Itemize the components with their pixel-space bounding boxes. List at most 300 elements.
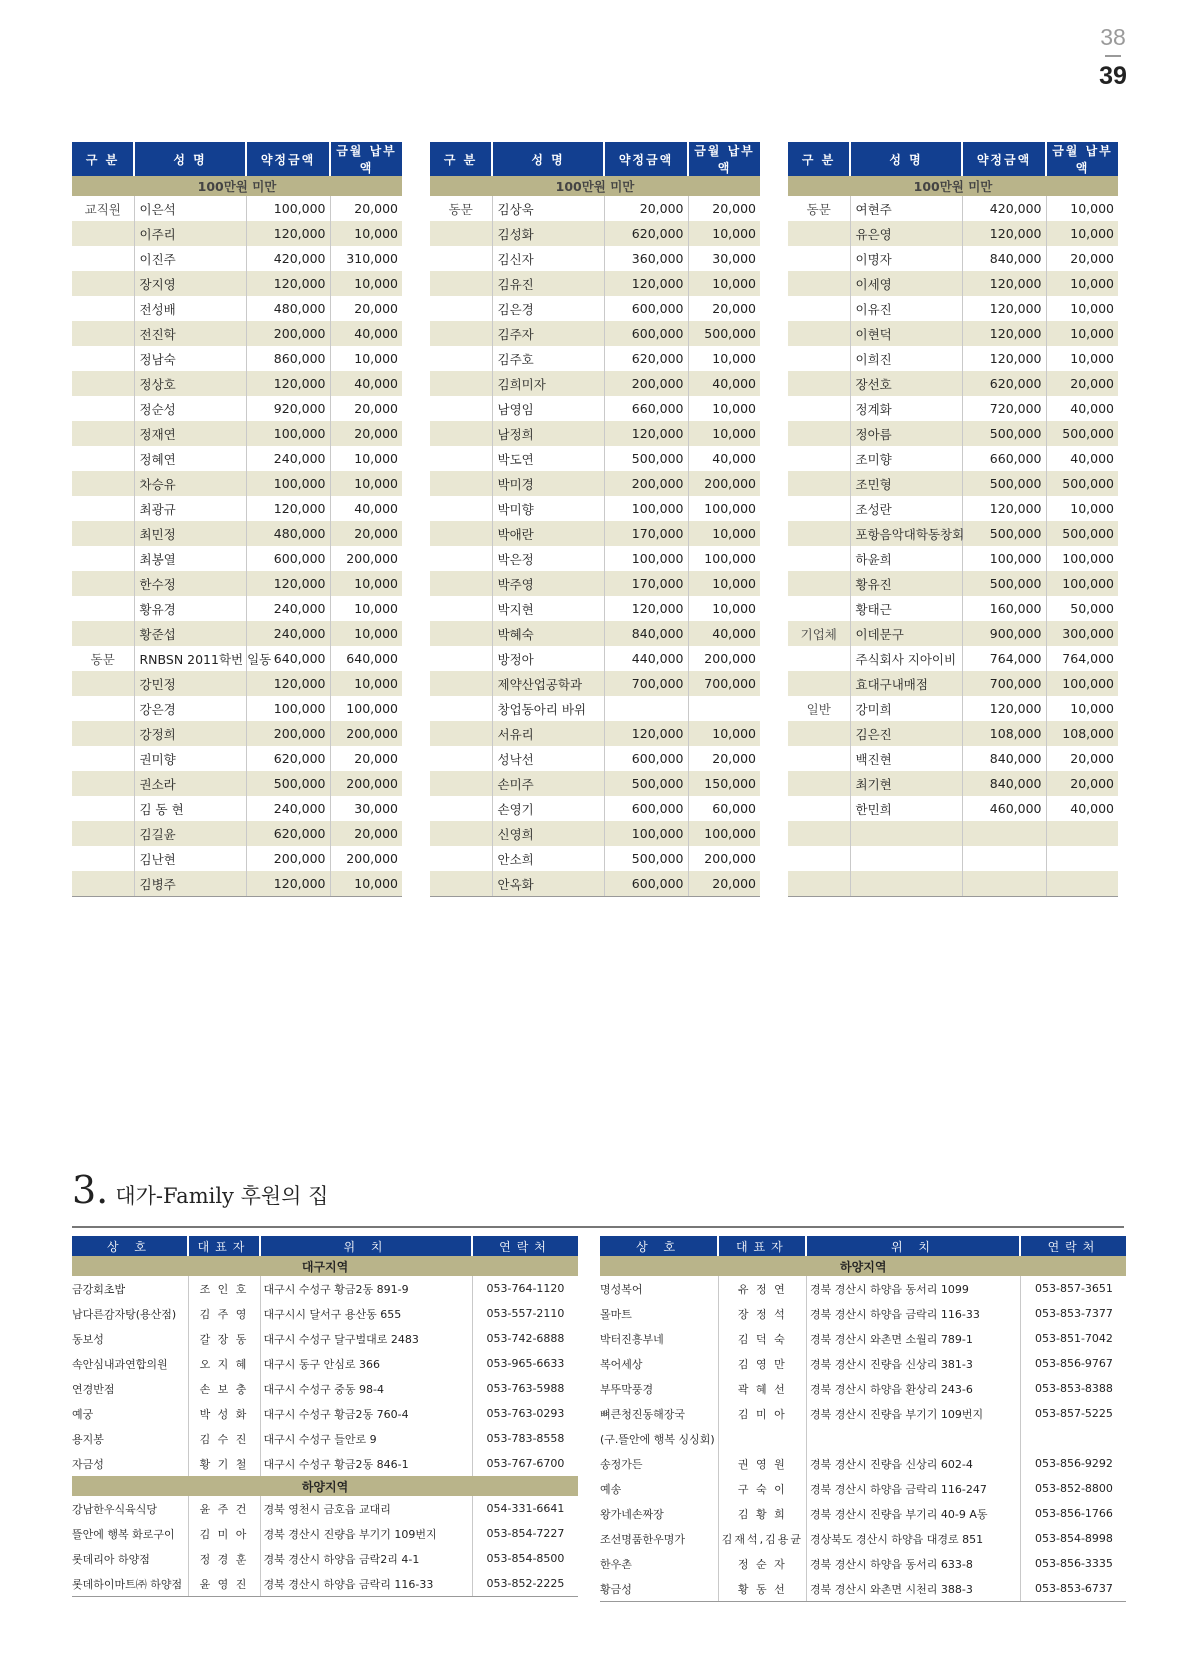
donor-category: [430, 271, 492, 296]
shop-row: [600, 1551, 1126, 1576]
shop-phone: 053-854-8500: [472, 1546, 578, 1571]
shop-name: 뼈큰청진동해장국: [600, 1407, 686, 1421]
monthly-payment: 40,000: [688, 371, 760, 396]
donor-category: [72, 421, 134, 446]
donor-name: 이세영: [850, 271, 962, 296]
shop-address: 경북 경산시 진량읍 부기기 109번지: [260, 1521, 472, 1546]
donor-category: [430, 221, 492, 246]
donor-name: 김신자: [492, 246, 604, 271]
shop-owner: 곽 혜 선: [718, 1376, 806, 1401]
donor-name: 박미경: [492, 471, 604, 496]
donor-name: 하윤희: [850, 546, 962, 571]
monthly-payment: 10,000: [1046, 221, 1118, 246]
monthly-payment: 20,000: [330, 521, 402, 546]
monthly-payment: 10,000: [688, 571, 760, 596]
shop-owner: [718, 1426, 806, 1451]
donor-row: [430, 746, 760, 771]
donor-name: 김은경: [492, 296, 604, 321]
pledge-amount: 120,000: [962, 346, 1046, 371]
shop-phone: 053-763-0293: [472, 1401, 578, 1426]
shop-row: [72, 1376, 578, 1401]
donor-category: 동문: [448, 201, 473, 217]
monthly-payment: 10,000: [1046, 496, 1118, 521]
pledge-amount: 720,000: [962, 396, 1046, 421]
donor-category: [72, 471, 134, 496]
monthly-payment: 40,000: [688, 621, 760, 646]
monthly-payment: 200,000: [688, 471, 760, 496]
donor-name: 조미향: [850, 446, 962, 471]
donor-row: [72, 671, 402, 696]
donor-category: [788, 496, 850, 521]
donor-name: 최광규: [134, 496, 246, 521]
donor-row: [72, 396, 402, 421]
pledge-amount: 100,000: [962, 546, 1046, 571]
pledge-amount: 600,000: [604, 796, 688, 821]
donor-row: [788, 521, 1118, 546]
donor-row: [788, 496, 1118, 521]
donor-row: [430, 671, 760, 696]
donor-category: [430, 846, 492, 871]
shop-phone: 053-856-9767: [1020, 1351, 1126, 1376]
pledge-amount: 100,000: [604, 496, 688, 521]
monthly-payment: 10,000: [330, 621, 402, 646]
donor-category: [430, 521, 492, 546]
monthly-payment: 150,000: [688, 771, 760, 796]
donor-category: [788, 546, 850, 571]
shop-name: 부뚜막풍경: [600, 1382, 654, 1396]
monthly-payment: 10,000: [688, 521, 760, 546]
donor-name: 장지영: [134, 271, 246, 296]
monthly-payment: 10,000: [330, 271, 402, 296]
donor-category: [72, 871, 134, 897]
pledge-amount: 600,000: [604, 296, 688, 321]
shop-phone: 053-856-3335: [1020, 1551, 1126, 1576]
donor-name: 이데문구: [850, 621, 962, 646]
donor-name: 김길윤: [134, 821, 246, 846]
monthly-payment: 100,000: [688, 821, 760, 846]
shop-address: 경북 경산시 하양읍 금락리 116-33: [260, 1571, 472, 1597]
monthly-payment: 10,000: [1046, 196, 1118, 221]
donor-row: [72, 821, 402, 846]
donor-name: 정계화: [850, 396, 962, 421]
donor-header-cell: 구 분: [788, 142, 850, 176]
donor-name: 포항음악대학동창회: [850, 521, 962, 546]
monthly-payment: 10,000: [330, 346, 402, 371]
monthly-payment: [688, 696, 760, 721]
donor-header-cell: 성 명: [134, 142, 246, 176]
donor-row: [72, 846, 402, 871]
pledge-amount: 460,000: [962, 796, 1046, 821]
donor-name: 여현주: [850, 196, 962, 221]
donor-name: 박은정: [492, 546, 604, 571]
donor-row: [788, 596, 1118, 621]
monthly-payment: 10,000: [688, 421, 760, 446]
pledge-amount: 640,000: [246, 646, 330, 671]
shop-address: 대구시 수성구 황금2동 760-4: [260, 1401, 472, 1426]
pledge-amount: 240,000: [246, 621, 330, 646]
shop-address: 경북 경산시 진량읍 부기기 109번지: [806, 1401, 1020, 1426]
monthly-payment: [1046, 846, 1118, 871]
donor-category: [72, 796, 134, 821]
pledge-amount: 160,000: [962, 596, 1046, 621]
monthly-payment: 100,000: [330, 696, 402, 721]
donor-category: [430, 246, 492, 271]
donor-name: 박주영: [492, 571, 604, 596]
donor-header-cell: 약정금액: [962, 142, 1046, 176]
monthly-payment: [1046, 821, 1118, 846]
pledge-amount: 240,000: [246, 796, 330, 821]
pledge-amount: 900,000: [962, 621, 1046, 646]
shop-owner: 김 덕 숙: [718, 1326, 806, 1351]
donor-category: [72, 446, 134, 471]
shop-owner: 윤 주 건: [188, 1496, 260, 1521]
donor-row: [788, 296, 1118, 321]
shop-address: 경북 영천시 금호읍 교대리: [260, 1496, 472, 1521]
donor-name: 박애란: [492, 521, 604, 546]
monthly-payment: 10,000: [1046, 271, 1118, 296]
pledge-amount: 500,000: [246, 771, 330, 796]
donor-category: [72, 671, 134, 696]
donor-name: 전진학: [134, 321, 246, 346]
donor-row: [788, 371, 1118, 396]
shop-name: 예송: [600, 1482, 622, 1496]
shop-address: [806, 1426, 1020, 1451]
shop-header-cell: 대표자: [188, 1236, 260, 1256]
donor-name: 안옥화: [492, 871, 604, 897]
shop-owner: 유 정 연: [718, 1276, 806, 1301]
shop-phone: 053-763-5988: [472, 1376, 578, 1401]
shop-row: [600, 1401, 1126, 1426]
donor-row: [72, 371, 402, 396]
donor-name: 정순성: [134, 396, 246, 421]
donor-section-label: 100만원 미만: [788, 176, 1118, 196]
monthly-payment: 764,000: [1046, 646, 1118, 671]
shop-address: 경북 경산시 하양읍 금락2리 4-1: [260, 1546, 472, 1571]
shop-owner: 손 보 충: [188, 1376, 260, 1401]
pledge-amount: [962, 871, 1046, 897]
monthly-payment: 20,000: [688, 296, 760, 321]
shop-phone: 053-853-6737: [1020, 1576, 1126, 1602]
pledge-amount: 100,000: [246, 196, 330, 221]
donor-name: 김은진: [850, 721, 962, 746]
shop-name: 뜰안에 행복 화로구이: [72, 1527, 175, 1541]
shop-row: [600, 1526, 1126, 1551]
pledge-amount: 500,000: [962, 571, 1046, 596]
monthly-payment: 30,000: [330, 796, 402, 821]
donor-header-cell: 구 분: [430, 142, 492, 176]
donor-row: [72, 296, 402, 321]
shop-phone: 053-852-2225: [472, 1571, 578, 1597]
donor-name: 제약산업공학과: [492, 671, 604, 696]
donor-row: [788, 771, 1118, 796]
donor-row: [788, 671, 1118, 696]
shop-row: [72, 1496, 578, 1521]
donor-section-label: 100만원 미만: [430, 176, 760, 196]
monthly-payment: 200,000: [688, 846, 760, 871]
donor-category: [72, 296, 134, 321]
donor-category: [788, 321, 850, 346]
shop-table: [600, 1236, 1126, 1602]
shop-owner: 김 주 영: [188, 1301, 260, 1326]
monthly-payment: 10,000: [1046, 321, 1118, 346]
monthly-payment: 20,000: [330, 296, 402, 321]
shop-row: [72, 1301, 578, 1326]
donor-row: [430, 396, 760, 421]
donor-category: [430, 471, 492, 496]
donor-row: [72, 421, 402, 446]
donor-name: 서유리: [492, 721, 604, 746]
donor-name: 정상호: [134, 371, 246, 396]
pledge-amount: 700,000: [962, 671, 1046, 696]
shop-phone: 053-853-8388: [1020, 1376, 1126, 1401]
donor-category: [430, 321, 492, 346]
pledge-amount: 500,000: [604, 771, 688, 796]
monthly-payment: 10,000: [330, 596, 402, 621]
pledge-amount: 170,000: [604, 571, 688, 596]
shop-name: 자금성: [72, 1457, 104, 1471]
donor-category: [430, 396, 492, 421]
monthly-payment: 10,000: [330, 221, 402, 246]
donor-name: 효대구내매점: [850, 671, 962, 696]
donor-row: [430, 271, 760, 296]
shop-address: 경북 경산시 하양읍 금락리 116-247: [806, 1476, 1020, 1501]
shop-address: 경북 경산시 하양읍 금락리 116-33: [806, 1301, 1020, 1326]
shop-row: [600, 1326, 1126, 1351]
donor-row: [72, 696, 402, 721]
donor-name: 전성배: [134, 296, 246, 321]
shop-phone: 053-783-8558: [472, 1426, 578, 1451]
donor-name: 강민정: [134, 671, 246, 696]
donor-table: [72, 142, 402, 897]
donor-category: [788, 596, 850, 621]
monthly-payment: 20,000: [330, 396, 402, 421]
monthly-payment: 20,000: [1046, 771, 1118, 796]
donor-row: [430, 621, 760, 646]
shop-owner: 갈 장 동: [188, 1326, 260, 1351]
shop-phone: 053-557-2110: [472, 1301, 578, 1326]
donor-name: 김 동 현: [134, 796, 246, 821]
donor-name: 박미향: [492, 496, 604, 521]
donor-category: [72, 271, 134, 296]
donor-row: [430, 496, 760, 521]
pledge-amount: 420,000: [246, 246, 330, 271]
shop-row: [72, 1451, 578, 1476]
pledge-amount: 120,000: [962, 496, 1046, 521]
donor-name: 이희진: [850, 346, 962, 371]
donor-header-row: [788, 142, 1118, 176]
monthly-payment: 700,000: [688, 671, 760, 696]
pledge-amount: 500,000: [962, 421, 1046, 446]
shop-name: 송정가든: [600, 1457, 643, 1471]
donor-category: [788, 221, 850, 246]
shop-header-cell: 위 치: [806, 1236, 1020, 1256]
monthly-payment: 40,000: [330, 371, 402, 396]
shop-address: 대구시 동구 안심로 366: [260, 1351, 472, 1376]
current-page-number: 39: [1099, 62, 1127, 90]
shop-owner: 윤 영 진: [188, 1571, 260, 1597]
donor-row: [72, 446, 402, 471]
donor-category: [72, 371, 134, 396]
monthly-payment: 40,000: [330, 496, 402, 521]
shop-phone: 053-854-7227: [472, 1521, 578, 1546]
donor-category: 동문: [806, 201, 831, 217]
donor-row: [72, 796, 402, 821]
donor-name: RNBSN 2011학번 일동: [134, 646, 246, 671]
donor-category: [72, 396, 134, 421]
monthly-payment: 40,000: [688, 446, 760, 471]
section-rule: [72, 1226, 1124, 1228]
donor-name: 한민희: [850, 796, 962, 821]
donor-category: 교직원: [84, 201, 121, 217]
shop-address: 대구시 수성구 달구벌대로 2483: [260, 1326, 472, 1351]
donor-category: [788, 371, 850, 396]
pledge-amount: 700,000: [604, 671, 688, 696]
section-heading: [72, 1168, 1124, 1212]
donor-row: [430, 721, 760, 746]
shop-address: 대구시 수성구 중동 98-4: [260, 1376, 472, 1401]
donor-row: [430, 846, 760, 871]
region-label: 하양지역: [600, 1256, 1126, 1276]
donor-name: 박도연: [492, 446, 604, 471]
monthly-payment: 20,000: [1046, 246, 1118, 271]
pledge-amount: 240,000: [246, 446, 330, 471]
donor-name: 남정희: [492, 421, 604, 446]
shop-name: 명성복어: [600, 1282, 643, 1296]
donor-header-cell: 금월 납부액: [688, 142, 760, 176]
donor-category: [72, 346, 134, 371]
donor-category: 일반: [806, 701, 831, 717]
donor-row: [788, 471, 1118, 496]
shop-row: [72, 1401, 578, 1426]
donor-row: [72, 471, 402, 496]
donor-row: [430, 771, 760, 796]
donor-category: [788, 521, 850, 546]
donor-row: [788, 646, 1118, 671]
donor-row: [430, 821, 760, 846]
shop-owner: 김 수 진: [188, 1426, 260, 1451]
monthly-payment: 10,000: [688, 596, 760, 621]
pledge-amount: 840,000: [962, 746, 1046, 771]
donor-name: [850, 821, 962, 846]
donor-category: [430, 346, 492, 371]
region-label: 대구지역: [72, 1256, 578, 1276]
donor-category: [72, 621, 134, 646]
shop-owner: 박 성 화: [188, 1401, 260, 1426]
shop-address: 경북 경산시 하양읍 동서리 1099: [806, 1276, 1020, 1301]
pledge-amount: 600,000: [604, 746, 688, 771]
donor-category: [788, 571, 850, 596]
pledge-amount: 360,000: [604, 246, 688, 271]
donor-row: [788, 821, 1118, 846]
donor-row: [430, 796, 760, 821]
shop-name: 동보성: [72, 1332, 104, 1346]
monthly-payment: 10,000: [1046, 696, 1118, 721]
donor-name: 신영희: [492, 821, 604, 846]
pledge-amount: 200,000: [604, 371, 688, 396]
pledge-amount: 620,000: [962, 371, 1046, 396]
shop-owner: 김재석,김용균: [718, 1526, 806, 1551]
donor-name: 남영임: [492, 396, 604, 421]
donor-category: [72, 546, 134, 571]
monthly-payment: 100,000: [1046, 671, 1118, 696]
monthly-payment: 10,000: [330, 671, 402, 696]
shop-name: 롯데하이마트㈜ 하양점: [72, 1571, 188, 1597]
donor-row: [788, 321, 1118, 346]
donor-category: [430, 821, 492, 846]
shop-owner: 황 동 선: [718, 1576, 806, 1602]
donor-section-label: 100만원 미만: [72, 176, 402, 196]
donor-name: 방정아: [492, 646, 604, 671]
donor-name: 강미희: [850, 696, 962, 721]
pledge-amount: 600,000: [604, 321, 688, 346]
shop-header-cell: 상 호: [600, 1236, 718, 1256]
donor-name: 김성화: [492, 221, 604, 246]
donor-category: [430, 496, 492, 521]
donor-name: 백진현: [850, 746, 962, 771]
donor-name: 김상욱: [492, 196, 604, 221]
donor-category: [430, 646, 492, 671]
monthly-payment: 200,000: [688, 646, 760, 671]
donor-category: [430, 421, 492, 446]
donor-category: [788, 821, 850, 846]
donor-name: 손미주: [492, 771, 604, 796]
shop-header-cell: 위 치: [260, 1236, 472, 1256]
shop-row: [72, 1351, 578, 1376]
shop-owner: 정 순 자: [718, 1551, 806, 1576]
section-title: 대가-Family 후원의 집: [115, 1184, 329, 1208]
pledge-amount: 500,000: [604, 446, 688, 471]
donor-name: 김희미자: [492, 371, 604, 396]
donor-row: [430, 546, 760, 571]
donor-name: 황유진: [850, 571, 962, 596]
monthly-payment: 10,000: [330, 871, 402, 897]
pledge-amount: 600,000: [246, 546, 330, 571]
shop-owner: 정 경 훈: [188, 1546, 260, 1571]
shop-row: [600, 1576, 1126, 1602]
monthly-payment: 500,000: [1046, 521, 1118, 546]
pledge-amount: 120,000: [246, 221, 330, 246]
monthly-payment: 10,000: [1046, 296, 1118, 321]
pledge-amount: 120,000: [246, 496, 330, 521]
donor-row: [430, 346, 760, 371]
pledge-amount: 920,000: [246, 396, 330, 421]
donor-category: [72, 246, 134, 271]
donor-category: [430, 546, 492, 571]
donor-row: [788, 721, 1118, 746]
shop-row: [600, 1301, 1126, 1326]
donor-row: [430, 446, 760, 471]
page-number: [1093, 22, 1133, 89]
monthly-payment: 200,000: [330, 721, 402, 746]
shop-phone: 053-856-9292: [1020, 1451, 1126, 1476]
shop-phone: 053-854-8998: [1020, 1526, 1126, 1551]
donor-row: [788, 396, 1118, 421]
donor-category: [430, 296, 492, 321]
donor-row: [72, 746, 402, 771]
shop-header-row: [600, 1236, 1126, 1256]
donor-category: [72, 746, 134, 771]
monthly-payment: 10,000: [330, 446, 402, 471]
donor-category: [72, 596, 134, 621]
pledge-amount: 200,000: [246, 721, 330, 746]
monthly-payment: 10,000: [330, 571, 402, 596]
pledge-amount: 120,000: [604, 721, 688, 746]
donor-category: [430, 746, 492, 771]
shop-phone: [1020, 1426, 1126, 1451]
shop-name: 복어세상: [600, 1357, 643, 1371]
pledge-amount: 120,000: [962, 321, 1046, 346]
donor-name: 정재연: [134, 421, 246, 446]
